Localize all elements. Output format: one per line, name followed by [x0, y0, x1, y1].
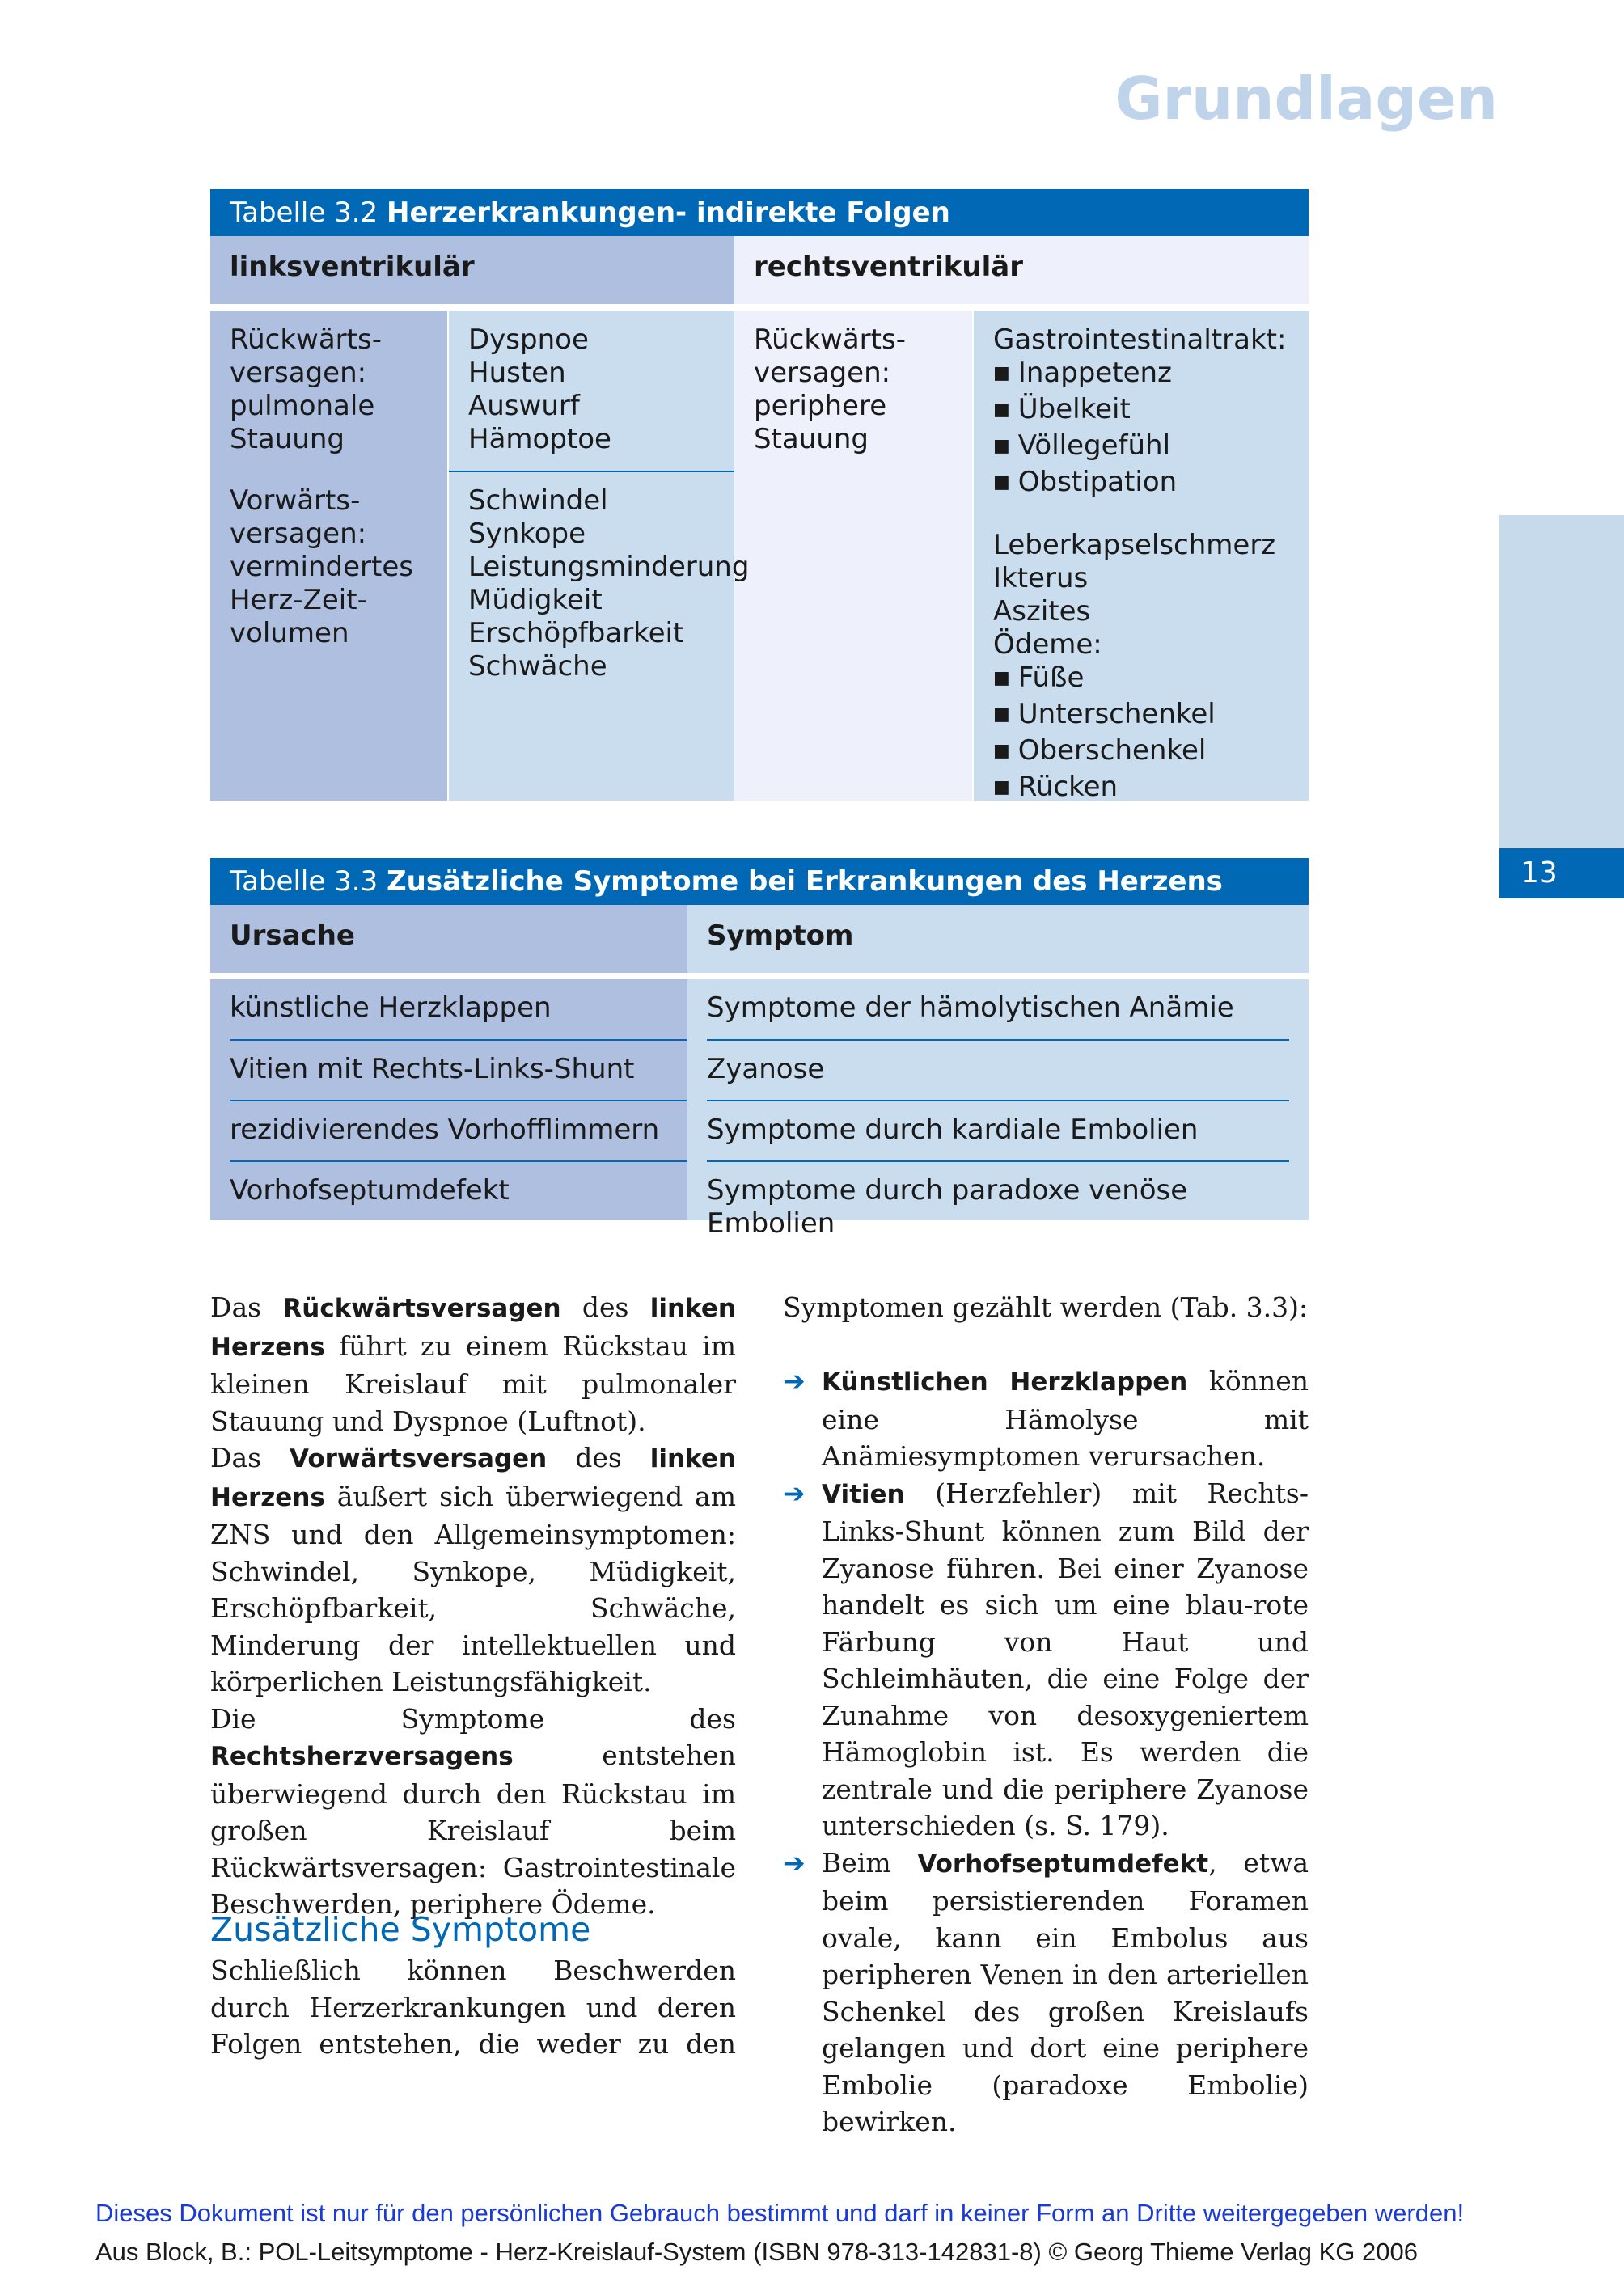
table-3-2-title	[210, 189, 1309, 236]
table-row-symptom: Symptome durch kardiale Embolien	[707, 1114, 1199, 1146]
text: des	[560, 1291, 650, 1323]
left-text-column	[210, 1289, 736, 1923]
footer-notice: Dieses Dokument ist nur für den persönlichen Gebrauch bestimmt und darf in keiner Form an Dritte weitergegeben werden!	[95, 2199, 1465, 2227]
text: des	[547, 1442, 650, 1473]
left-back-symptoms: Dyspnoe Husten Auswurf Hämoptoe	[468, 323, 611, 455]
table-row-cause: Vorhofseptumdefekt	[230, 1174, 510, 1207]
list-item: ■ Füße	[993, 662, 1289, 698]
bold-term: Vorhofseptumdefekt	[917, 1849, 1209, 1879]
paragraph	[210, 1289, 736, 1439]
arrow-icon: ➔	[783, 1477, 806, 1509]
edema-label: Ödeme:	[993, 628, 1102, 661]
table-row-symptom: Symptome der hämolytischen Anämie	[707, 991, 1234, 1024]
bold-term: Vitien	[822, 1479, 905, 1509]
right-cause: Rückwärts- versagen: periphere Stauung	[754, 323, 906, 455]
table-label: Tabelle 3.2	[230, 197, 379, 229]
left-fwd-symptoms: Schwindel Synkope Leistungsminderung Müdigkeit Erschöpfbarkeit Schwäche	[468, 484, 750, 683]
list-item	[783, 1475, 1309, 1845]
table-title: Zusätzliche Symptome bei Erkrankungen des Herzens	[386, 865, 1223, 898]
table-rule	[230, 1100, 687, 1101]
text: entstehen überwiegend durch den Rückstau im großen Kreislauf beim Rückwärtsversagen: Gastrointestinale Beschwerden, periphere Ödeme.	[210, 1739, 736, 1920]
list-item: ■ Oberschenkel	[993, 734, 1289, 771]
text: äußert sich überwiegend am ZNS und den Allgemeinsymptomen: Schwindel, Synkope, Müdigkeit, Erschöpfbarkeit, Schwäche, Minderung der intellektuellen und körperlichen Leistungsfähigkeit.	[210, 1480, 736, 1697]
text: Beim	[822, 1846, 918, 1879]
bold-term: Künstlichen Herzklappen	[822, 1367, 1188, 1397]
table-rule	[707, 1160, 1289, 1162]
subheading: Zusätzliche Symptome	[210, 1910, 591, 1949]
text: Das	[210, 1291, 283, 1323]
list-item	[783, 1845, 1309, 2141]
list-item: ■ Inappetenz	[993, 357, 1289, 393]
table-label: Tabelle 3.3	[230, 865, 379, 898]
table-row-symptom: Zyanose	[707, 1053, 825, 1085]
col-header-left: linksventrikulär	[210, 236, 734, 304]
text: (Herzfehler) mit Rechts-Links-Shunt können zum Bild der Zyanose führen. Bei einer Zyanose handelt es sich um eine blau-rote Färbung von Haut und Schleimhäuten, die eine Folge der Zunahme von desoxygeniertem Hämoglobin ist. Es werden die zentrale und die periphere Zyanose unterschieden (s. S. 179).	[822, 1477, 1309, 1841]
right-symptoms	[974, 312, 1309, 818]
table-rule	[230, 1039, 687, 1041]
gi-label: Gastrointestinaltrakt:	[993, 323, 1287, 356]
paragraph	[210, 1439, 736, 1701]
arrow-icon: ➔	[783, 1365, 806, 1397]
bold-term: Vorwärtsversagen	[290, 1444, 548, 1473]
text: Das	[210, 1442, 290, 1473]
page-number: 13	[1499, 848, 1624, 898]
table-row-cause: Vitien mit Rechts-Links-Shunt	[230, 1053, 635, 1085]
col-header-right: rechtsventrikulär	[734, 236, 1309, 304]
text: Symptomen gezählt werden (Tab. 3.3):	[783, 1291, 1309, 1323]
left-back-cause: Rückwärts- versagen: pulmonale Stauung	[230, 323, 382, 455]
paragraph-continued	[783, 1289, 1309, 1363]
table-rule	[230, 1160, 687, 1162]
table-title: Herzerkrankungen- indirekte Folgen	[386, 197, 950, 229]
left-text-continued	[210, 1952, 736, 2063]
table-row-symptom: Symptome durch paradoxe venöse Embolien	[707, 1174, 1188, 1240]
side-tab	[1499, 515, 1624, 848]
paragraph	[210, 1701, 736, 1923]
section-title: Grundlagen	[1114, 65, 1498, 133]
table-rule	[707, 1039, 1289, 1041]
list-item: ■ Völlegefühl	[993, 429, 1289, 466]
text: Die Symptome des	[210, 1702, 736, 1735]
col-header-cause: Ursache	[210, 905, 687, 973]
text: , etwa beim persistierenden Foramen ovale, kann ein Embolus aus peripheren Venen in den arteriellen Schenkel des großen Kreislaufs gelangen und dort eine periphere Embolie (paradoxe Embolie) bewirken.	[822, 1846, 1309, 2137]
bold-term: Rechtsherzversagens	[210, 1742, 514, 1771]
footer-citation: Aus Block, B.: POL-Leitsymptome - Herz-Kreislauf-System (ISBN 978-313-142831-8) © Georg Thieme Verlag KG 2006	[95, 2238, 1418, 2266]
col-header-symptom: Symptom	[687, 905, 1309, 973]
bold-term: linken Herzens	[210, 1444, 736, 1512]
list-item: ■ Übelkeit	[993, 393, 1289, 429]
text: können eine Hämolyse mit Anämiesymptomen verursachen.	[822, 1365, 1309, 1472]
right-text-column	[783, 1289, 1309, 2141]
list-item	[783, 1363, 1309, 1475]
list-item: ■ Rücken	[993, 771, 1289, 807]
list-item: ■ Unterschenkel	[993, 698, 1289, 734]
table-row-cause: künstliche Herzklappen	[230, 991, 552, 1024]
list-item: ■ Obstipation	[993, 466, 1289, 502]
table-rule	[449, 471, 734, 472]
table-3-3-title	[210, 858, 1309, 905]
other-symptoms: Leberkapselschmerz Ikterus Aszites	[993, 529, 1276, 628]
arrow-icon: ➔	[783, 1846, 806, 1879]
table-rule	[707, 1100, 1289, 1101]
table-row-cause: rezidivierendes Vorhofflimmern	[230, 1114, 660, 1146]
paragraph: Schließlich können Beschwerden durch Herzerkrankungen und deren Folgen entstehen, die weder zu den	[210, 1955, 736, 2060]
text: führt zu einem Rückstau im kleinen Kreislauf mit pulmonaler Stauung und Dyspnoe (Luftnot).	[210, 1329, 736, 1437]
bold-term: Rückwärtsversagen	[282, 1294, 561, 1323]
bold-term: linken Herzens	[210, 1294, 736, 1362]
left-fwd-cause: Vorwärts- versagen: vermindertes Herz-Zeit- volumen	[230, 484, 413, 649]
